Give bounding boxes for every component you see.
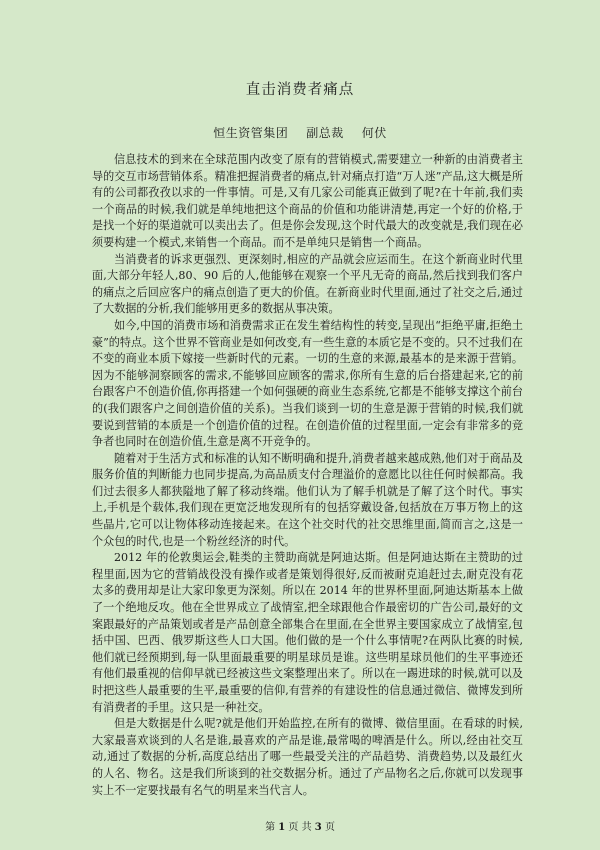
paragraph: 但是大数据是什么呢?就是他们开始监控,在所有的微博、微信里面。在看球的时候,大家最喜欢谈到的人名是谁,最喜欢的产品是谁,最常喝的啤酒是什么。所以,经由社交互动,通过了数据的分析,高度总结出了哪一些最受关注的产品趋势、消费趋势,以及最红火的人名、物名。这是我们所谈到的社交数据分析。通过了产品物名之后,你就可以发现事实上不一定要找最有名气的明星来当代言人。 xyxy=(92,717,523,797)
byline xyxy=(0,124,600,141)
paragraph: 随着对于生活方式和标准的认知不断明确和提升,消费者越来越成熟,他们对于商品及服务价值的判断能力也同步提高,为高品质支付合理溢价的意愿比以往任何时候都高。我们过去很多人都狭隘地了解了移动终端。他们认为了解手机就是了解了这个时代。事实上,手机是个载体,我们现在更宽泛地发现所有的包括穿戴设备,包括放在万事万物上的这些晶片,它可以让物体移动连接起来。在这个社交时代的社交思维里面,简而言之,这是一个众包的时代,也是一个粉丝经济的时代。 xyxy=(92,451,523,548)
footer-suffix: 页 xyxy=(324,822,335,833)
paragraph: 2012 年的伦敦奥运会,鞋类的主赞助商就是阿迪达斯。但是阿迪达斯在主赞助的过程里面,因为它的营销战役没有操作或者是策划得很好,反而被耐克追赶过去,耐克没有花太多的费用却是让大家印象更为深刻。所以在 2014 年的世界杯里面,阿迪达斯基本上做了一个绝地反攻。他在全世界成立了战情室,把全球跟他合作最密切的广告公司,最好的文案跟最好的产品策划或者是产品创意全部集合在里面,在全世界主要国家成立了战情室,包括中国、巴西、俄罗斯这些人口大国。他们做的是一个什么事情呢?在两队比赛的时候,他们就已经预期到,每一队里面最重要的明星球员是谁。这些明星球员他们的生平事迹还有他们最重视的信仰早就已经被这些文案整理出来了。所以在一踢进球的时候,就可以及时把这些人最重要的生平,最重要的信仰,有营养的有建设性的信息通过微信、微博发到所有消费者的手里。这只是一种社交。 xyxy=(92,551,523,714)
footer-middle: 页 共 xyxy=(288,822,312,833)
current-page-number: 1 xyxy=(278,822,286,833)
page-title: 直击消费者痛点 xyxy=(245,82,355,98)
article-body xyxy=(92,152,523,799)
paragraph: 如今,中国的消费市场和消费需求正在发生着结构性的转变,呈现出“拒绝平庸,拒绝土豪”的特点。这个世界不管商业是如何改变,有一些生意的本质它是不变的。只不过我们在不变的商业本质下嫁接一些新时代的元素。一切的生意的来源,最基本的是来源于营销。因为不能够洞察顾客的需求,不能够回应顾客的需求,你所有生意的后台搭建起来,它的前台跟客户不创造价值,你再搭建一个如何强硬的商业生态系统,它都是不能够支撑这个前台的(我们跟客户之间创造价值的关系)。当我们谈到一切的生意是源于营销的时候,我们就要说到营销的本质是一个创造价值的过程。在创造价值的过程里面,一定会有非常多的竞争者也同时在创造价值,生意是离不开竞争的。 xyxy=(92,318,523,449)
total-pages-number: 3 xyxy=(314,822,322,833)
author-position: 副总裁 xyxy=(306,126,344,140)
page-footer xyxy=(0,818,600,833)
author-name: 何伏 xyxy=(361,126,387,140)
author-organization: 恒生资管集团 xyxy=(213,126,289,140)
paragraph: 信息技术的到来在全球范围内改变了原有的营销模式,需要建立一种新的由消费者主导的交互市场营销体系。精准把握消费者的痛点,针对痛点打造“万人迷”产品,这大概是所有的公司都孜孜以求的一件事情。可是,又有几家公司能真正做到了呢?在十年前,我们卖一个商品的时候,我们就是单纯地把这个商品的价值和功能讲清楚,再定一个好的价格,于是找一个好的渠道就可以卖出去了。但是你会发现,这个时代最大的改变就是,我们现在必须要构建一个模式,来销售一个商品。而不是单纯只是销售一个商品。 xyxy=(92,153,523,249)
footer-prefix: 第 xyxy=(265,822,276,833)
paragraph: 当消费者的诉求更强烈、更深刻时,相应的产品就会应运而生。在这个新商业时代里面,大部分年轻人,80、90 后的人,他能够在观察一个平凡无奇的商品,然后找到我们客户的痛点之后回应客户的痛点创造了更大的价值。在新商业时代里面,通过了社交之后,通过了大数据的分析,我们能够用更多的数据从事决策。 xyxy=(92,252,523,316)
